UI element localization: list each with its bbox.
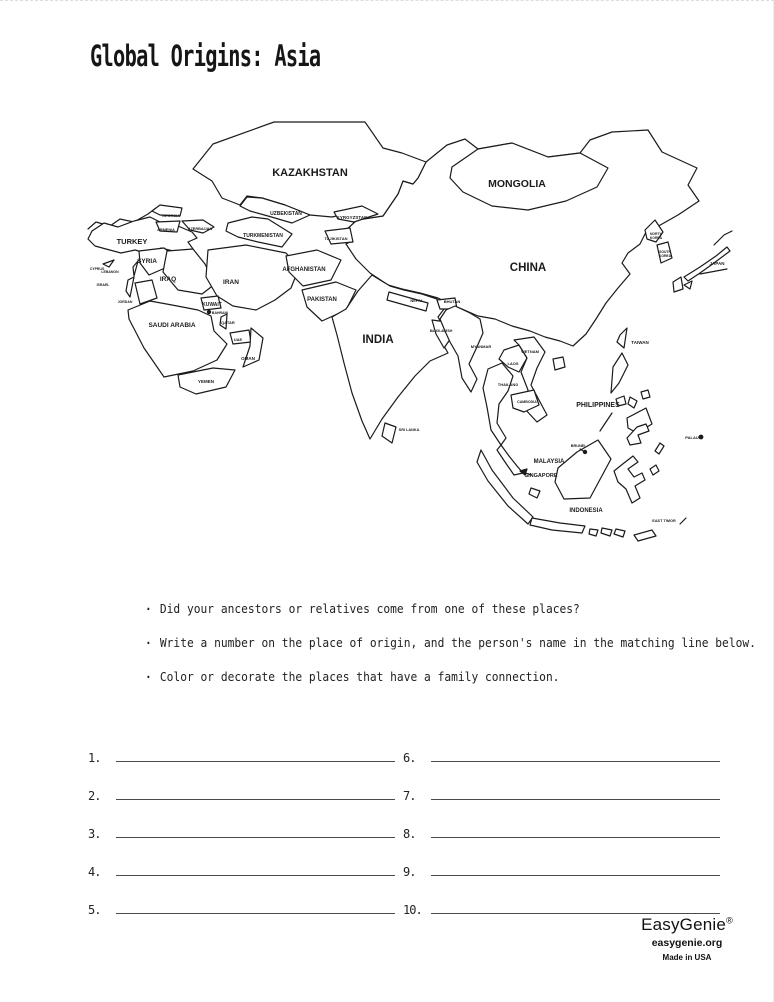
bullet-icon: · — [145, 601, 152, 616]
map-label-israel: ISRAEL — [96, 283, 110, 287]
bahrain-dot — [207, 310, 210, 313]
bullet-icon: · — [145, 635, 152, 650]
answer-line-rule — [116, 837, 395, 838]
map-label-tajikistan: TAJIKISTAN — [324, 236, 348, 241]
country-sri-lanka — [382, 423, 396, 443]
answer-line-number: 10. — [403, 903, 422, 917]
island-maluku-1 — [650, 465, 659, 475]
island-borneo — [555, 440, 611, 499]
answer-line-row — [88, 803, 395, 841]
instruction-text: Did your ancestors or relatives come from one of these places? — [159, 601, 580, 616]
answer-line-number: 5. — [88, 903, 101, 917]
map-label-oman: OMAN — [241, 356, 255, 361]
map-label-bahrain: BAHRAIN — [211, 311, 229, 315]
map-label-taiwan: TAIWAN — [631, 340, 649, 345]
answer-line-rule — [116, 799, 395, 800]
map-label-uzbekistan: UZBEKISTAN — [270, 211, 302, 217]
answer-line-number: 7. — [403, 789, 416, 803]
answer-line-rule — [116, 913, 395, 914]
map-label-uae: UAE — [233, 337, 243, 342]
palau-dot — [699, 435, 703, 439]
map-label-iraq: IRAQ — [159, 276, 177, 283]
answer-line-row — [88, 879, 395, 917]
map-label-japan: JAPAN — [709, 261, 725, 266]
brand-name — [607, 915, 767, 935]
registered-mark: ® — [726, 915, 733, 926]
answer-line-row — [403, 765, 720, 803]
map-label-cambodia: CAMBODIA — [517, 400, 537, 404]
answer-line-rule — [431, 913, 720, 914]
country-jordan — [135, 280, 157, 304]
island-hainan — [553, 357, 565, 370]
instruction-text: Write a number on the place of origin, and the person's name in the matching line below. — [159, 635, 756, 650]
map-label-philippines: PHILIPPINES — [576, 402, 620, 409]
island-singapore — [529, 488, 540, 498]
answer-line-rule — [431, 875, 720, 876]
map-label-nepal: NEPAL — [410, 298, 424, 303]
map-label-syria: SYRIA — [137, 258, 157, 265]
answer-line-row — [403, 879, 720, 917]
answer-lines — [88, 727, 720, 917]
instruction-item — [145, 635, 756, 650]
answer-line-rule — [431, 837, 720, 838]
brand-footer — [607, 915, 767, 962]
map-label-thailand: THAILAND — [497, 382, 519, 387]
answer-line-number: 4. — [88, 865, 101, 879]
map-label-turkey: TURKEY — [116, 237, 148, 246]
map-label-lebanon: LEBANON — [101, 270, 119, 274]
country-japan-hokkaido-coast — [714, 231, 732, 245]
map-label-palau: PALAU — [685, 435, 699, 440]
instruction-item — [145, 669, 685, 684]
instructions-list — [145, 601, 756, 703]
answer-line-row — [403, 841, 720, 879]
country-iran — [206, 245, 299, 310]
east-timor-arrow — [680, 518, 686, 524]
answer-line-number: 1. — [88, 751, 101, 765]
answer-line-number: 9. — [403, 865, 416, 879]
answer-line-rule — [116, 761, 395, 762]
map-label-georgia: GEORGIA — [162, 214, 180, 218]
answer-line-row — [403, 727, 720, 765]
map-label-iran: IRAN — [223, 279, 239, 286]
map-label-east-timor: EAST TIMOR — [652, 519, 676, 523]
map-label-kuwait: KUWAIT — [202, 302, 222, 308]
country-turkey — [88, 217, 197, 254]
map-label-malaysia: MALAYSIA — [533, 459, 565, 465]
country-japan-kyushu — [673, 277, 683, 292]
map-label-indonesia: INDONESIA — [569, 508, 603, 514]
answer-column-left — [88, 727, 395, 917]
answer-line-number: 3. — [88, 827, 101, 841]
country-thailand — [483, 363, 513, 445]
map-label-mongolia: MONGOLIA — [488, 178, 546, 190]
map-label-sri-lanka: SRI LANKA — [398, 428, 420, 432]
map-label-myanmar: MYANMAR — [470, 344, 492, 349]
map-label-qatar: QATAR — [221, 320, 235, 325]
asia-map — [0, 1, 774, 561]
country-malaysia-peninsula — [497, 445, 523, 475]
map-label-laos: LAOS — [507, 361, 519, 366]
map-label-saudi-arabia: SAUDI ARABIA — [148, 322, 196, 329]
answer-line-number: 6. — [403, 751, 416, 765]
answer-line-row — [88, 841, 395, 879]
page-title: Global Origins: Asia — [90, 39, 321, 73]
answer-line-rule — [116, 875, 395, 876]
made-in-label: Made in USA — [662, 953, 712, 962]
island-sulawesi — [614, 456, 645, 503]
country-japan-shikoku — [684, 281, 692, 289]
map-label-kyrgyzstan: KYRGYZSTAN — [336, 215, 368, 220]
brand-text: EasyGenie — [641, 915, 727, 934]
map-label-jordan: JORDAN — [117, 300, 133, 304]
island-sumbawa — [614, 529, 625, 537]
map-label-india: INDIA — [362, 334, 394, 346]
country-turkmenistan — [226, 217, 292, 247]
brand-url: easygenie.org — [651, 937, 723, 949]
map-label-cyprus: CYPRUS — [89, 267, 105, 271]
map-label-armenia: ARMENIA — [157, 228, 175, 232]
answer-line-rule — [431, 761, 720, 762]
map-label-china: CHINA — [509, 262, 547, 274]
instruction-item — [145, 601, 685, 616]
map-label-bangladesh: BANGLADESH — [429, 329, 453, 333]
answer-line-row — [88, 765, 395, 803]
island-timor — [634, 530, 656, 541]
map-label-south-korea: SOUTH KOREA — [658, 250, 672, 259]
country-myanmar — [440, 306, 483, 392]
island-maluku-2 — [655, 443, 664, 454]
answer-line-row — [88, 727, 395, 765]
country-philippines-visayas-3 — [641, 390, 650, 399]
map-label-turkmenistan: TURKMENISTAN — [243, 233, 283, 239]
answer-line-number: 2. — [88, 789, 101, 803]
country-cyprus — [103, 260, 114, 267]
country-philippines-visayas-2 — [628, 397, 637, 408]
island-java — [530, 518, 585, 533]
instruction-text: Color or decorate the places that have a family connection. — [159, 669, 560, 684]
map-label-pakistan: PAKISTAN — [307, 297, 337, 303]
bullet-icon: · — [145, 669, 152, 684]
map-label-bhutan: BHUTAN — [443, 299, 461, 304]
map-label-brunei: BRUNEI — [570, 444, 586, 448]
map-label-yemen: YEMEN — [197, 379, 215, 384]
map-label-north-korea: NORTH KOREA — [649, 232, 663, 241]
map-label-azerbaijan: AZERBAIJAN — [187, 227, 213, 231]
island-bali — [589, 529, 598, 536]
country-philippines-luzon — [611, 353, 628, 393]
map-label-singapore: SINGAPORE — [524, 473, 558, 479]
answer-line-rule — [431, 799, 720, 800]
answer-line-row — [403, 803, 720, 841]
answer-line-number: 8. — [403, 827, 416, 841]
map-label-kazakhstan: KAZAKHSTAN — [272, 167, 348, 179]
map-label-afghanistan: AFGHANISTAN — [282, 267, 326, 273]
map-label-vietnam: VIETNAM — [521, 349, 539, 354]
island-lombok — [601, 528, 612, 536]
philippines-leader-line — [600, 413, 612, 431]
country-israel — [126, 277, 134, 297]
country-taiwan — [617, 328, 627, 348]
answer-column-right — [403, 727, 720, 917]
